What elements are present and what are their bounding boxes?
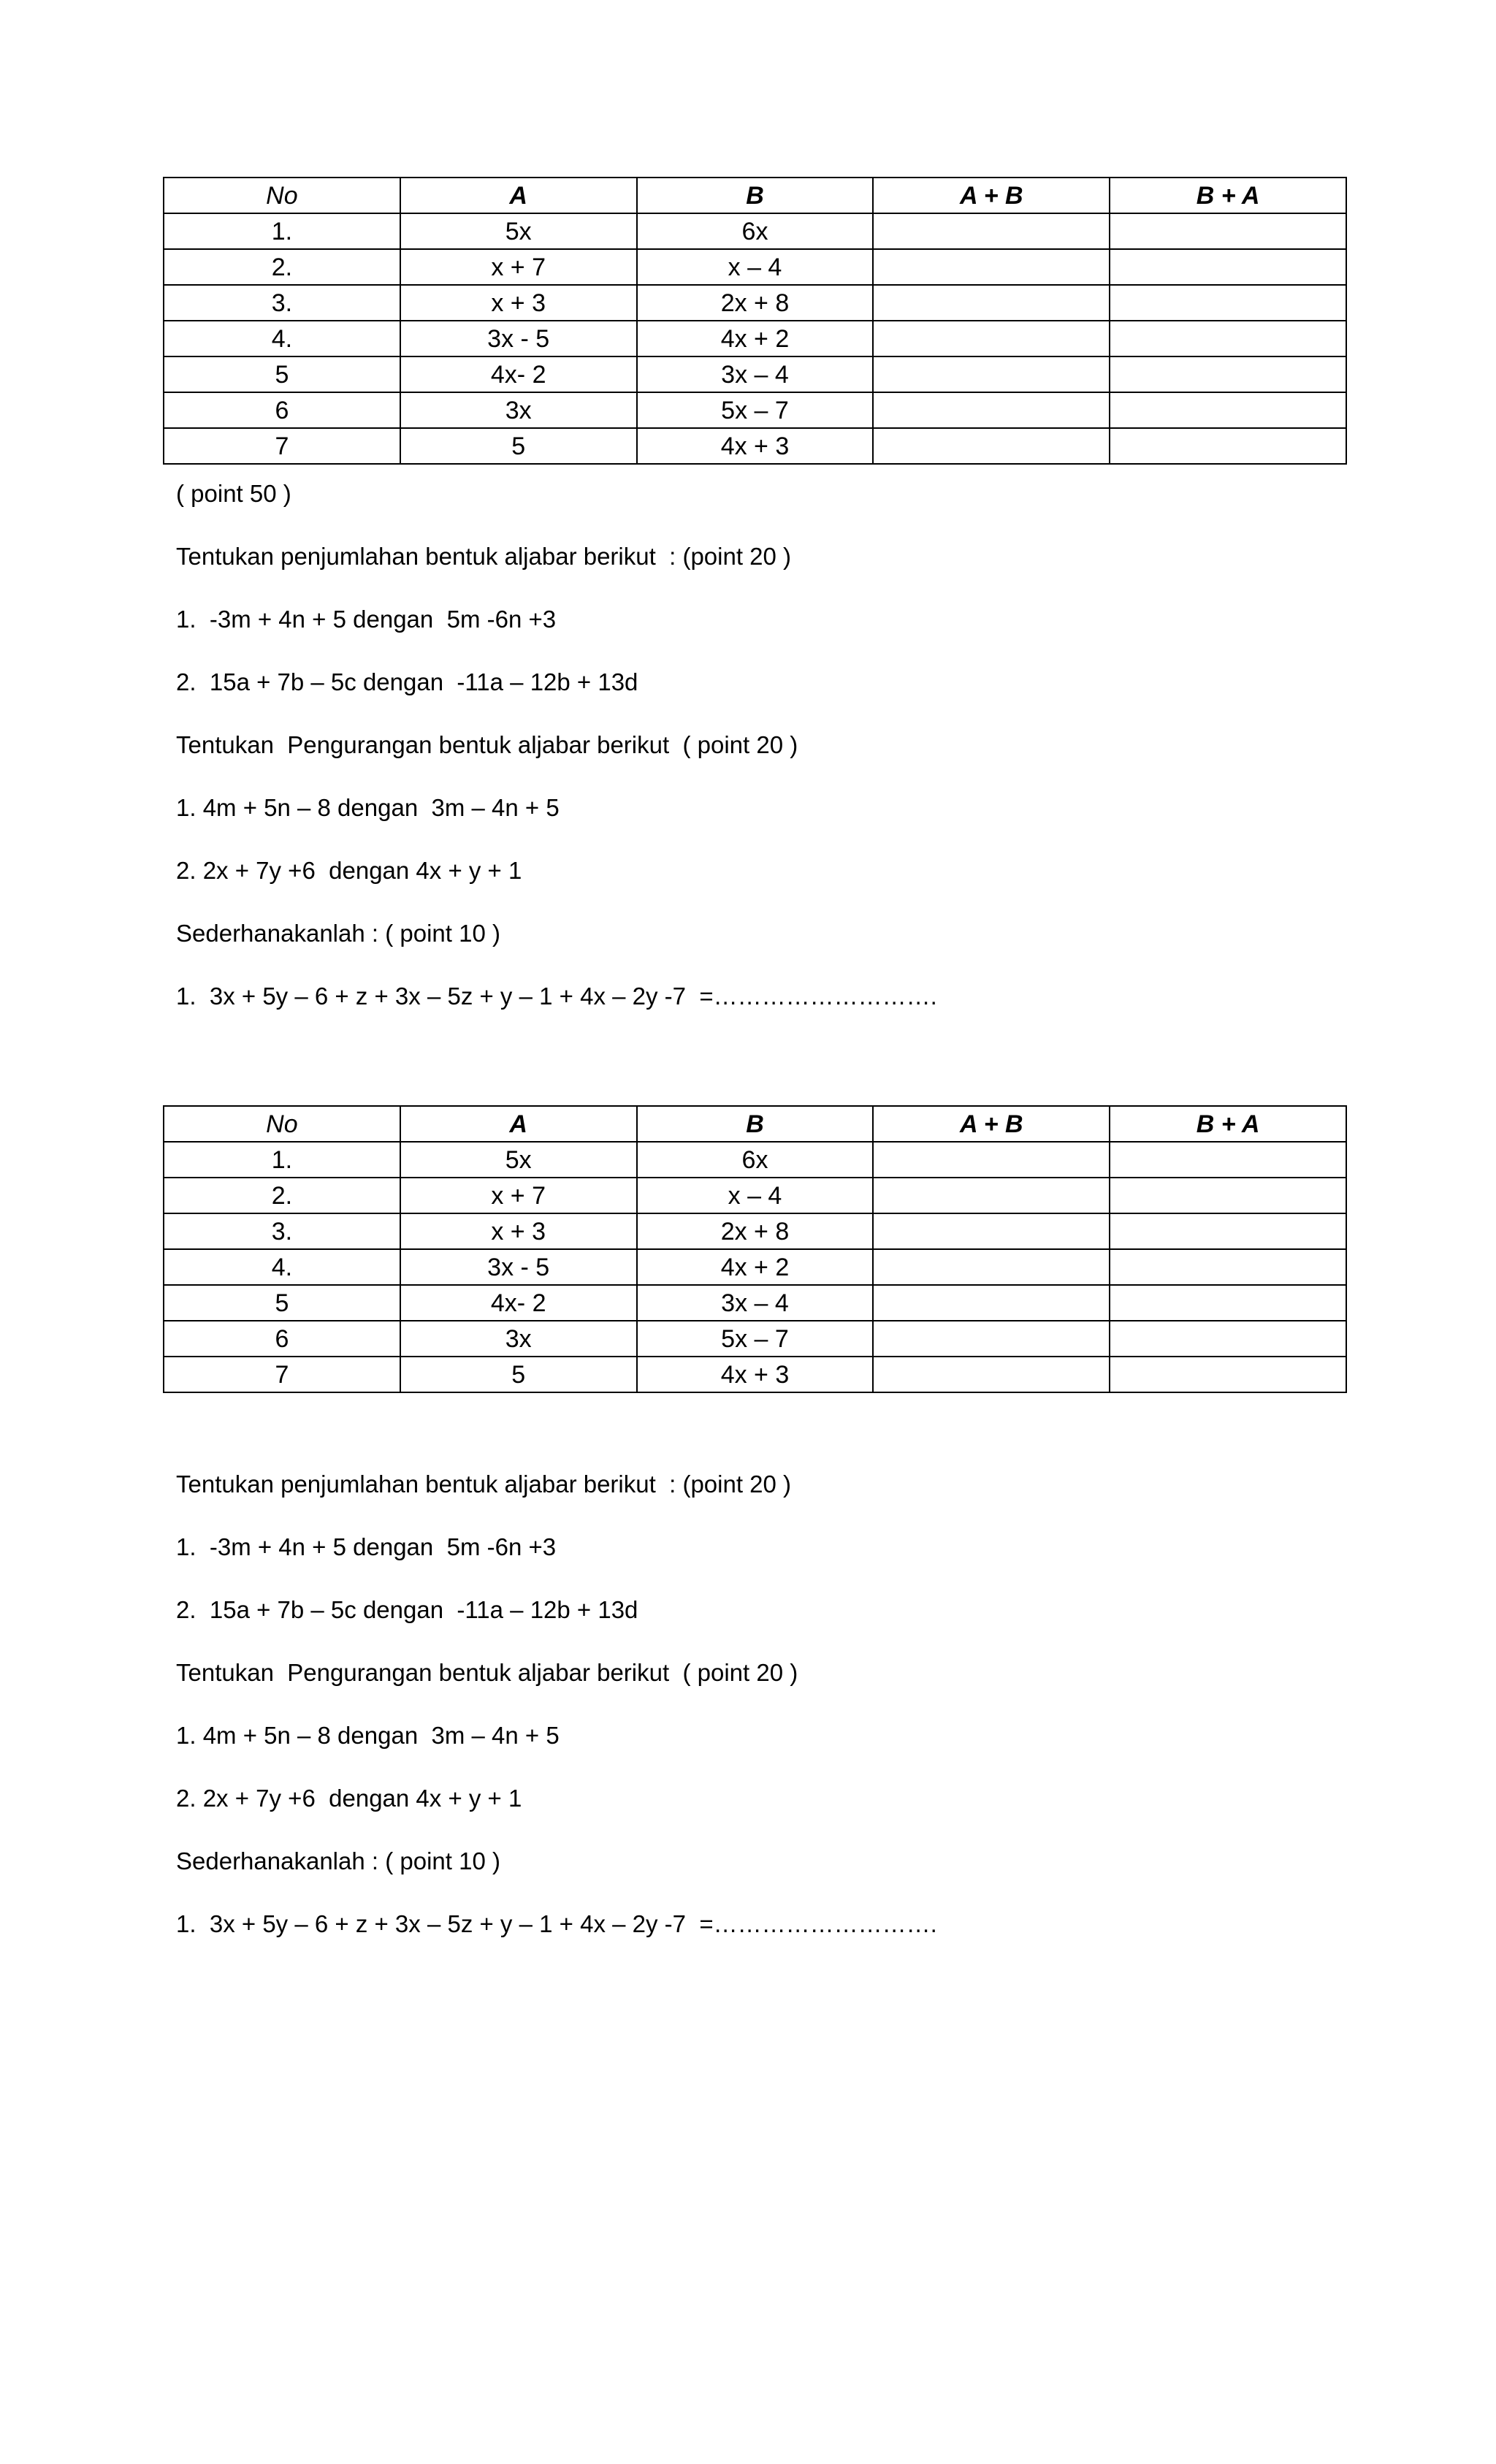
algebra-table-1: [163, 177, 1347, 465]
table-row: [164, 249, 1346, 285]
subtraction-question-2: 2. 2x + 7y +6 dengan 4x + y + 1: [176, 1785, 522, 1812]
table-row: [164, 1142, 1346, 1178]
subtraction-heading: Tentukan Pengurangan bentuk aljabar berikut ( point 20 ): [176, 731, 798, 758]
cell-a-plus-b[interactable]: [873, 321, 1110, 356]
header-b: B: [637, 178, 874, 213]
cell-a: x + 7: [400, 1178, 637, 1213]
subtraction-question-2: 2. 2x + 7y +6 dengan 4x + y + 1: [176, 857, 522, 884]
cell-a: x + 7: [400, 249, 637, 285]
cell-b-plus-a[interactable]: [1110, 213, 1346, 249]
cell-b: 4x + 2: [637, 321, 874, 356]
simplify-question-1: 1. 3x + 5y – 6 + z + 3x – 5z + y – 1 + 4x – 2y -7 =……………………….: [176, 1910, 937, 1937]
subtraction-heading: Tentukan Pengurangan bentuk aljabar berikut ( point 20 ): [176, 1659, 798, 1686]
cell-b: x – 4: [637, 249, 874, 285]
cell-no: 4.: [164, 1249, 400, 1285]
cell-a-plus-b[interactable]: [873, 1357, 1110, 1392]
cell-no: 7: [164, 428, 400, 464]
sum-question-1: 1. -3m + 4n + 5 dengan 5m -6n +3: [176, 606, 557, 633]
cell-no: 5: [164, 356, 400, 392]
cell-b: 4x + 2: [637, 1249, 874, 1285]
cell-b-plus-a[interactable]: [1110, 249, 1346, 285]
cell-b-plus-a[interactable]: [1110, 1357, 1346, 1392]
cell-b: x – 4: [637, 1178, 874, 1213]
header-b-plus-a: B + A: [1110, 178, 1346, 213]
cell-a-plus-b[interactable]: [873, 428, 1110, 464]
cell-a-plus-b[interactable]: [873, 1285, 1110, 1321]
cell-b-plus-a[interactable]: [1110, 1178, 1346, 1213]
cell-b: 2x + 8: [637, 285, 874, 321]
table-row: [164, 392, 1346, 428]
table-row: [164, 1249, 1346, 1285]
cell-no: 1.: [164, 1142, 400, 1178]
cell-b: 3x – 4: [637, 356, 874, 392]
cell-b: 3x – 4: [637, 1285, 874, 1321]
header-a-plus-b: A + B: [873, 178, 1110, 213]
cell-no: 5: [164, 1285, 400, 1321]
cell-b-plus-a[interactable]: [1110, 1285, 1346, 1321]
algebra-table-2: [163, 1105, 1347, 1393]
cell-a-plus-b[interactable]: [873, 356, 1110, 392]
cell-a-plus-b[interactable]: [873, 249, 1110, 285]
cell-no: 3.: [164, 1213, 400, 1249]
cell-b-plus-a[interactable]: [1110, 1249, 1346, 1285]
subtraction-question-1: 1. 4m + 5n – 8 dengan 3m – 4n + 5: [176, 794, 560, 821]
table-row: [164, 1321, 1346, 1357]
sum-question-2: 2. 15a + 7b – 5c dengan -11a – 12b + 13d: [176, 668, 638, 695]
cell-b: 4x + 3: [637, 428, 874, 464]
cell-a: 3x: [400, 1321, 637, 1357]
cell-a-plus-b[interactable]: [873, 1178, 1110, 1213]
table-row: [164, 1285, 1346, 1321]
cell-b-plus-a[interactable]: [1110, 428, 1346, 464]
cell-b: 5x – 7: [637, 1321, 874, 1357]
cell-b-plus-a[interactable]: [1110, 1321, 1346, 1357]
cell-b-plus-a[interactable]: [1110, 1213, 1346, 1249]
cell-a-plus-b[interactable]: [873, 1321, 1110, 1357]
cell-a-plus-b[interactable]: [873, 392, 1110, 428]
simplify-heading: Sederhanakanlah : ( point 10 ): [176, 1847, 500, 1874]
sum-question-2: 2. 15a + 7b – 5c dengan -11a – 12b + 13d: [176, 1596, 638, 1623]
header-b-plus-a: B + A: [1110, 1106, 1346, 1142]
cell-b: 6x: [637, 213, 874, 249]
header-a-plus-b: A + B: [873, 1106, 1110, 1142]
cell-a: 5x: [400, 1142, 637, 1178]
cell-b: 4x + 3: [637, 1357, 874, 1392]
cell-a: x + 3: [400, 1213, 637, 1249]
cell-no: 3.: [164, 285, 400, 321]
cell-no: 2.: [164, 1178, 400, 1213]
header-no: No: [164, 178, 400, 213]
cell-a-plus-b[interactable]: [873, 1249, 1110, 1285]
cell-a-plus-b[interactable]: [873, 1213, 1110, 1249]
cell-b-plus-a[interactable]: [1110, 356, 1346, 392]
cell-b-plus-a[interactable]: [1110, 321, 1346, 356]
sum-heading: Tentukan penjumlahan bentuk aljabar berikut : (point 20 ): [176, 1471, 792, 1498]
sum-question-1: 1. -3m + 4n + 5 dengan 5m -6n +3: [176, 1533, 557, 1560]
cell-a-plus-b[interactable]: [873, 1142, 1110, 1178]
simplify-heading: Sederhanakanlah : ( point 10 ): [176, 920, 500, 947]
table-header-row: [164, 178, 1346, 213]
header-b: B: [637, 1106, 874, 1142]
cell-no: 6: [164, 392, 400, 428]
cell-no: 2.: [164, 249, 400, 285]
cell-b: 5x – 7: [637, 392, 874, 428]
points-note: ( point 50 ): [176, 480, 291, 507]
cell-b: 6x: [637, 1142, 874, 1178]
cell-a: 5: [400, 428, 637, 464]
cell-a-plus-b[interactable]: [873, 213, 1110, 249]
table-row: [164, 1357, 1346, 1392]
header-a: A: [400, 1106, 637, 1142]
cell-a: 3x - 5: [400, 321, 637, 356]
subtraction-question-1: 1. 4m + 5n – 8 dengan 3m – 4n + 5: [176, 1722, 560, 1749]
cell-no: 4.: [164, 321, 400, 356]
table-row: [164, 213, 1346, 249]
cell-a: 5x: [400, 213, 637, 249]
cell-b-plus-a[interactable]: [1110, 285, 1346, 321]
table-row: [164, 285, 1346, 321]
cell-a: 5: [400, 1357, 637, 1392]
cell-no: 6: [164, 1321, 400, 1357]
header-no: No: [164, 1106, 400, 1142]
cell-a: 3x - 5: [400, 1249, 637, 1285]
sum-heading: Tentukan penjumlahan bentuk aljabar berikut : (point 20 ): [176, 543, 792, 570]
cell-b: 2x + 8: [637, 1213, 874, 1249]
cell-a: 3x: [400, 392, 637, 428]
cell-a: x + 3: [400, 285, 637, 321]
cell-b-plus-a[interactable]: [1110, 392, 1346, 428]
cell-a: 4x- 2: [400, 356, 637, 392]
table-row: [164, 428, 1346, 464]
cell-a: 4x- 2: [400, 1285, 637, 1321]
cell-a-plus-b[interactable]: [873, 285, 1110, 321]
table-header-row: [164, 1106, 1346, 1142]
simplify-question-1: 1. 3x + 5y – 6 + z + 3x – 5z + y – 1 + 4x – 2y -7 =……………………….: [176, 983, 937, 1010]
table-row: [164, 321, 1346, 356]
cell-b-plus-a[interactable]: [1110, 1142, 1346, 1178]
header-a: A: [400, 178, 637, 213]
cell-no: 1.: [164, 213, 400, 249]
table-row: [164, 356, 1346, 392]
table-row: [164, 1213, 1346, 1249]
cell-no: 7: [164, 1357, 400, 1392]
table-row: [164, 1178, 1346, 1213]
